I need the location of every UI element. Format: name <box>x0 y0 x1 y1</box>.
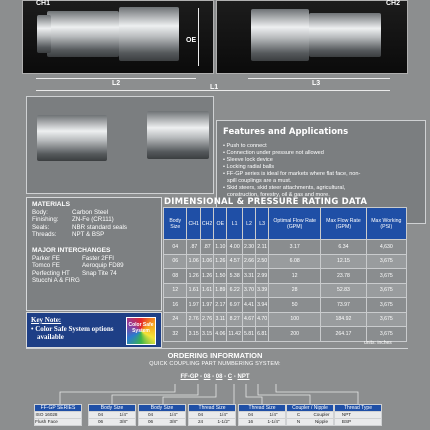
table-cell: 2.76 <box>200 312 213 327</box>
ch1-label: CH1 <box>36 0 51 7</box>
code-box-title: FF-GP SERIES <box>34 404 82 412</box>
code-box-cell: 04 <box>247 412 254 417</box>
code-box-cell: 04 <box>147 412 154 417</box>
code-type: C <box>227 374 233 380</box>
code-box-cell: 06 <box>97 419 104 424</box>
table-header-row <box>164 208 407 240</box>
code-series: FF-GP <box>180 374 199 380</box>
table-body <box>164 240 407 342</box>
table-row <box>164 298 407 313</box>
code-box-cell <box>58 412 81 418</box>
connector-line <box>112 384 198 404</box>
ordering-title: ORDERING INFORMATION <box>167 351 263 360</box>
column-header: L3 <box>256 208 269 240</box>
table-cell: 1.61 <box>200 283 213 298</box>
l1-label: L1 <box>210 84 219 91</box>
code-box-cell: Coupler <box>313 412 330 417</box>
table-row <box>164 254 407 269</box>
code-box-line <box>286 419 334 426</box>
code-box-line <box>138 419 186 426</box>
table-cell: 3,675 <box>366 327 406 342</box>
table-cell: 1.61 <box>187 283 200 298</box>
code-box <box>88 404 136 426</box>
code-box-title: Body Size <box>138 404 186 412</box>
code-box-cell: BSP <box>341 419 352 424</box>
table-cell: .87 <box>200 240 213 255</box>
feature-item: • Connection under pressure not allowed <box>223 150 324 156</box>
features-title: Features and Applications <box>223 127 349 137</box>
table-cell: 2.99 <box>256 269 269 284</box>
nipple-hex-image <box>309 13 381 57</box>
coupler-sleeve-image <box>119 7 179 61</box>
interchange-row <box>32 262 156 270</box>
table-cell: 3.94 <box>256 298 269 313</box>
table-cell: 16 <box>164 298 187 313</box>
table-cell: 2.17 <box>214 298 227 313</box>
table-cell: 1.26 <box>187 269 200 284</box>
l3-dimension-line <box>248 78 390 79</box>
column-header: Max Working (PSI) <box>366 208 406 240</box>
code-box-cell: 24 <box>197 419 204 424</box>
code-box <box>188 404 236 426</box>
coupler-body-image <box>47 11 119 57</box>
code-box-line <box>138 412 186 419</box>
material-key: Seals: <box>32 223 50 231</box>
code-box-line <box>88 412 136 419</box>
nipple-body-image <box>251 9 309 61</box>
feature-item: construction, forestry, oil & gas and more. <box>227 192 330 198</box>
code-box <box>286 404 334 426</box>
interchange-right: Aeroquip FD89 <box>82 262 124 270</box>
units-note: units: inches <box>364 340 392 346</box>
code-box-cell: Flush Face <box>35 419 58 424</box>
code-thread: NPT <box>237 374 250 380</box>
code-box-cell: 1/4" <box>269 412 278 417</box>
table-cell: 11.42 <box>227 327 243 342</box>
material-row <box>32 216 156 224</box>
interchange-left: Perfecting HT <box>32 269 70 277</box>
code-box <box>34 404 82 426</box>
feature-item: • Locking radial balls <box>223 164 275 170</box>
table-cell: 3.15 <box>200 327 213 342</box>
interchanges-title: MAJOR INTERCHANGES <box>32 246 111 254</box>
interchange-left: Tomco FE <box>32 262 60 270</box>
interchange-right: Snap Tite 74 <box>82 269 117 277</box>
coupling-pair-photo <box>26 96 214 194</box>
code-box-cell: ISO 16028 <box>35 412 58 417</box>
column-header: CH1 <box>187 208 200 240</box>
oe-label: OE <box>186 37 197 44</box>
table-cell: 6.97 <box>227 298 243 313</box>
table-cell: 6.08 <box>269 254 321 269</box>
code-box-line <box>188 412 236 419</box>
code-box-cell: 3/8" <box>119 419 128 424</box>
l3-label: L3 <box>312 80 321 87</box>
section-divider <box>26 348 408 349</box>
table-cell: 1.97 <box>200 298 213 313</box>
table-cell: 52.83 <box>321 283 366 298</box>
code-box-cell: 06 <box>147 419 154 424</box>
code-box-cell: N <box>296 419 301 424</box>
code-box-cell: 04 <box>97 412 104 417</box>
column-header: L1 <box>227 208 243 240</box>
dimension-table <box>163 207 407 342</box>
table-cell: 5.38 <box>227 269 243 284</box>
code-box-cell <box>58 419 81 425</box>
l2-dimension-line <box>36 78 196 79</box>
interchange-left: Parker FE <box>32 254 60 262</box>
material-row <box>32 209 156 217</box>
code-box-title: Body Size <box>88 404 136 412</box>
code-box-cell: 1-1/4" <box>267 419 280 424</box>
table-row <box>164 283 407 298</box>
table-cell: 1.06 <box>200 254 213 269</box>
column-header: CH2 <box>200 208 213 240</box>
material-row <box>32 231 156 239</box>
oe-dimension-line <box>198 8 199 66</box>
table-cell: 3.17 <box>269 240 321 255</box>
code-box-cell: 1-1/2" <box>217 419 230 424</box>
code-box-line <box>34 419 82 426</box>
ordering-subtitle: QUICK COUPLING PART NUMBERING SYSTEM: <box>149 361 281 367</box>
code-box-line <box>334 419 382 426</box>
table-cell: 2.66 <box>242 254 255 269</box>
table-cell: 3,675 <box>366 312 406 327</box>
feature-item: spill couplings are a must. <box>227 178 292 184</box>
table-row <box>164 269 407 284</box>
table-cell: 08 <box>164 269 187 284</box>
table-cell: 3.39 <box>256 283 269 298</box>
table-cell: 4.70 <box>256 312 269 327</box>
table-cell: 3,675 <box>366 269 406 284</box>
code-box <box>138 404 186 426</box>
table-cell: 2.11 <box>256 240 269 255</box>
code-box-line <box>88 419 136 426</box>
table-cell: 3.15 <box>187 327 200 342</box>
code-box-cell: 04 <box>197 412 204 417</box>
nipple-image <box>147 111 209 159</box>
table-cell: 24 <box>164 312 187 327</box>
table-cell: 04 <box>164 240 187 255</box>
table-cell: 1.06 <box>187 254 200 269</box>
material-row <box>32 224 156 232</box>
materials-panel <box>26 197 162 311</box>
code-box-cell: 1/4" <box>169 412 178 417</box>
code-connector-lines <box>0 384 430 404</box>
code-box-line <box>286 412 334 419</box>
material-value: ZN-Fe (CR111) <box>72 216 114 224</box>
key-note-line: available <box>37 333 64 341</box>
table-cell: 8.27 <box>227 312 243 327</box>
table-cell: 1.10 <box>214 240 227 255</box>
connector-line <box>276 384 358 404</box>
code-body-size-2: 08 <box>215 374 223 380</box>
feature-item: • FF-GP series is ideal for markets where flat face, non- <box>223 171 361 177</box>
table-cell: 4.57 <box>227 254 243 269</box>
connector-line <box>60 384 175 404</box>
connector-line <box>246 384 262 404</box>
table-cell: 73.97 <box>321 298 366 313</box>
table-title: DIMENSIONAL & PRESSURE RATING DATA <box>164 197 368 207</box>
table-row <box>164 240 407 255</box>
code-box-title: Thread Size <box>238 404 286 412</box>
table-cell: 4.67 <box>242 312 255 327</box>
nipple-photo-panel <box>216 0 408 74</box>
table-row <box>164 312 407 327</box>
interchange-row <box>32 255 156 263</box>
features-list <box>217 137 425 199</box>
ch2-label: CH2 <box>386 0 401 7</box>
interchange-row <box>32 277 156 285</box>
code-box-cell: C <box>296 412 301 417</box>
table-cell: 28 <box>269 283 321 298</box>
interchange-right: Faster 2FFI <box>82 254 114 262</box>
column-header: Max Flow Rate (GPM) <box>321 208 366 240</box>
code-box-cell: NPT <box>341 412 352 417</box>
code-box-cell: Nipple <box>314 419 329 424</box>
table-cell: 6.81 <box>256 327 269 342</box>
color-safe-logo: Color Safe System <box>126 317 156 345</box>
code-box-title: Thread Size <box>188 404 236 412</box>
code-box <box>334 404 382 426</box>
material-key: Finishing: <box>32 216 59 224</box>
column-header: L2 <box>242 208 255 240</box>
table-cell: 3,675 <box>366 298 406 313</box>
code-box-line <box>188 419 236 426</box>
table-cell: 2.30 <box>242 240 255 255</box>
code-box-title: Thread Type <box>334 404 382 412</box>
table-cell: 1.26 <box>214 254 227 269</box>
connector-line <box>258 384 310 404</box>
coupler-nut-image <box>37 15 51 53</box>
table-cell: 12.15 <box>321 254 366 269</box>
code-box-cell: 16 <box>247 419 254 424</box>
table-cell: 3,675 <box>366 283 406 298</box>
column-header: Optimal Flow Rate (GPM) <box>269 208 321 240</box>
table-cell: 184.92 <box>321 312 366 327</box>
key-note-line: • Color Safe System options <box>31 324 114 333</box>
column-header: Body Size <box>164 208 187 240</box>
table-cell: 3.31 <box>242 269 255 284</box>
material-value: NBR standard seals <box>72 223 128 231</box>
column-header: OE <box>214 208 227 240</box>
table-cell: 4.06 <box>214 327 227 342</box>
feature-item: • Sleeve lock device <box>223 157 273 163</box>
table-cell: 4.00 <box>227 240 243 255</box>
table-cell: 264.17 <box>321 327 366 342</box>
table-cell: 2.76 <box>187 312 200 327</box>
table-cell: 1.89 <box>214 283 227 298</box>
table-cell: 12 <box>269 269 321 284</box>
key-note-panel <box>26 312 162 348</box>
part-number-code: FF-GP - 08 - 08 - C - NPT <box>180 374 250 380</box>
table-cell: 3,675 <box>366 254 406 269</box>
feature-item: • Skid steers, skid steer attachments, agricultural, <box>223 185 346 191</box>
code-box-line <box>334 412 382 419</box>
coupler-image <box>37 115 107 161</box>
code-box <box>238 404 286 426</box>
table-cell: 2.50 <box>256 254 269 269</box>
materials-title: MATERIALS <box>32 201 70 208</box>
material-value: Carbon Steel <box>72 208 109 216</box>
table-cell: 3.11 <box>214 312 227 327</box>
key-note-title: Key Note: <box>31 316 62 324</box>
code-box-title: Coupler / Nipple <box>286 404 334 412</box>
table-cell: 12 <box>164 283 187 298</box>
code-box-cell <box>358 419 381 425</box>
table-cell: 200 <box>269 327 321 342</box>
table-cell: .87 <box>187 240 200 255</box>
table-cell: 50 <box>269 298 321 313</box>
table-cell: 6.34 <box>321 240 366 255</box>
material-value: NPT & BSP <box>72 231 105 239</box>
code-box-cell: 3/8" <box>169 419 178 424</box>
table-cell: 23.78 <box>321 269 366 284</box>
material-key: Threads: <box>32 231 57 239</box>
table-cell: 3.70 <box>242 283 255 298</box>
code-box-cell: 1/4" <box>119 412 128 417</box>
code-box-line <box>238 419 286 426</box>
table-cell: 1.97 <box>187 298 200 313</box>
code-body-size-1: 08 <box>203 374 211 380</box>
table-cell: 32 <box>164 327 187 342</box>
table-cell: 5.81 <box>242 327 255 342</box>
table-cell: 6.22 <box>227 283 243 298</box>
code-box-line <box>238 412 286 419</box>
table-cell: 1.50 <box>214 269 227 284</box>
table-cell: 4.41 <box>242 298 255 313</box>
material-key: Body: <box>32 208 48 216</box>
table-row <box>164 327 407 342</box>
table-cell: 4,630 <box>366 240 406 255</box>
code-box-cell <box>358 412 381 418</box>
connector-line <box>163 384 216 404</box>
interchange-left: Stucchi A & FIRG <box>32 277 80 285</box>
code-box-cell: 1/4" <box>219 412 228 417</box>
code-box-line <box>34 412 82 419</box>
table-cell: 06 <box>164 254 187 269</box>
l2-label: L2 <box>112 80 121 87</box>
table-cell: 100 <box>269 312 321 327</box>
interchange-row <box>32 270 156 278</box>
table-cell: 1.26 <box>200 269 213 284</box>
feature-item: • Push to connect <box>223 143 267 149</box>
